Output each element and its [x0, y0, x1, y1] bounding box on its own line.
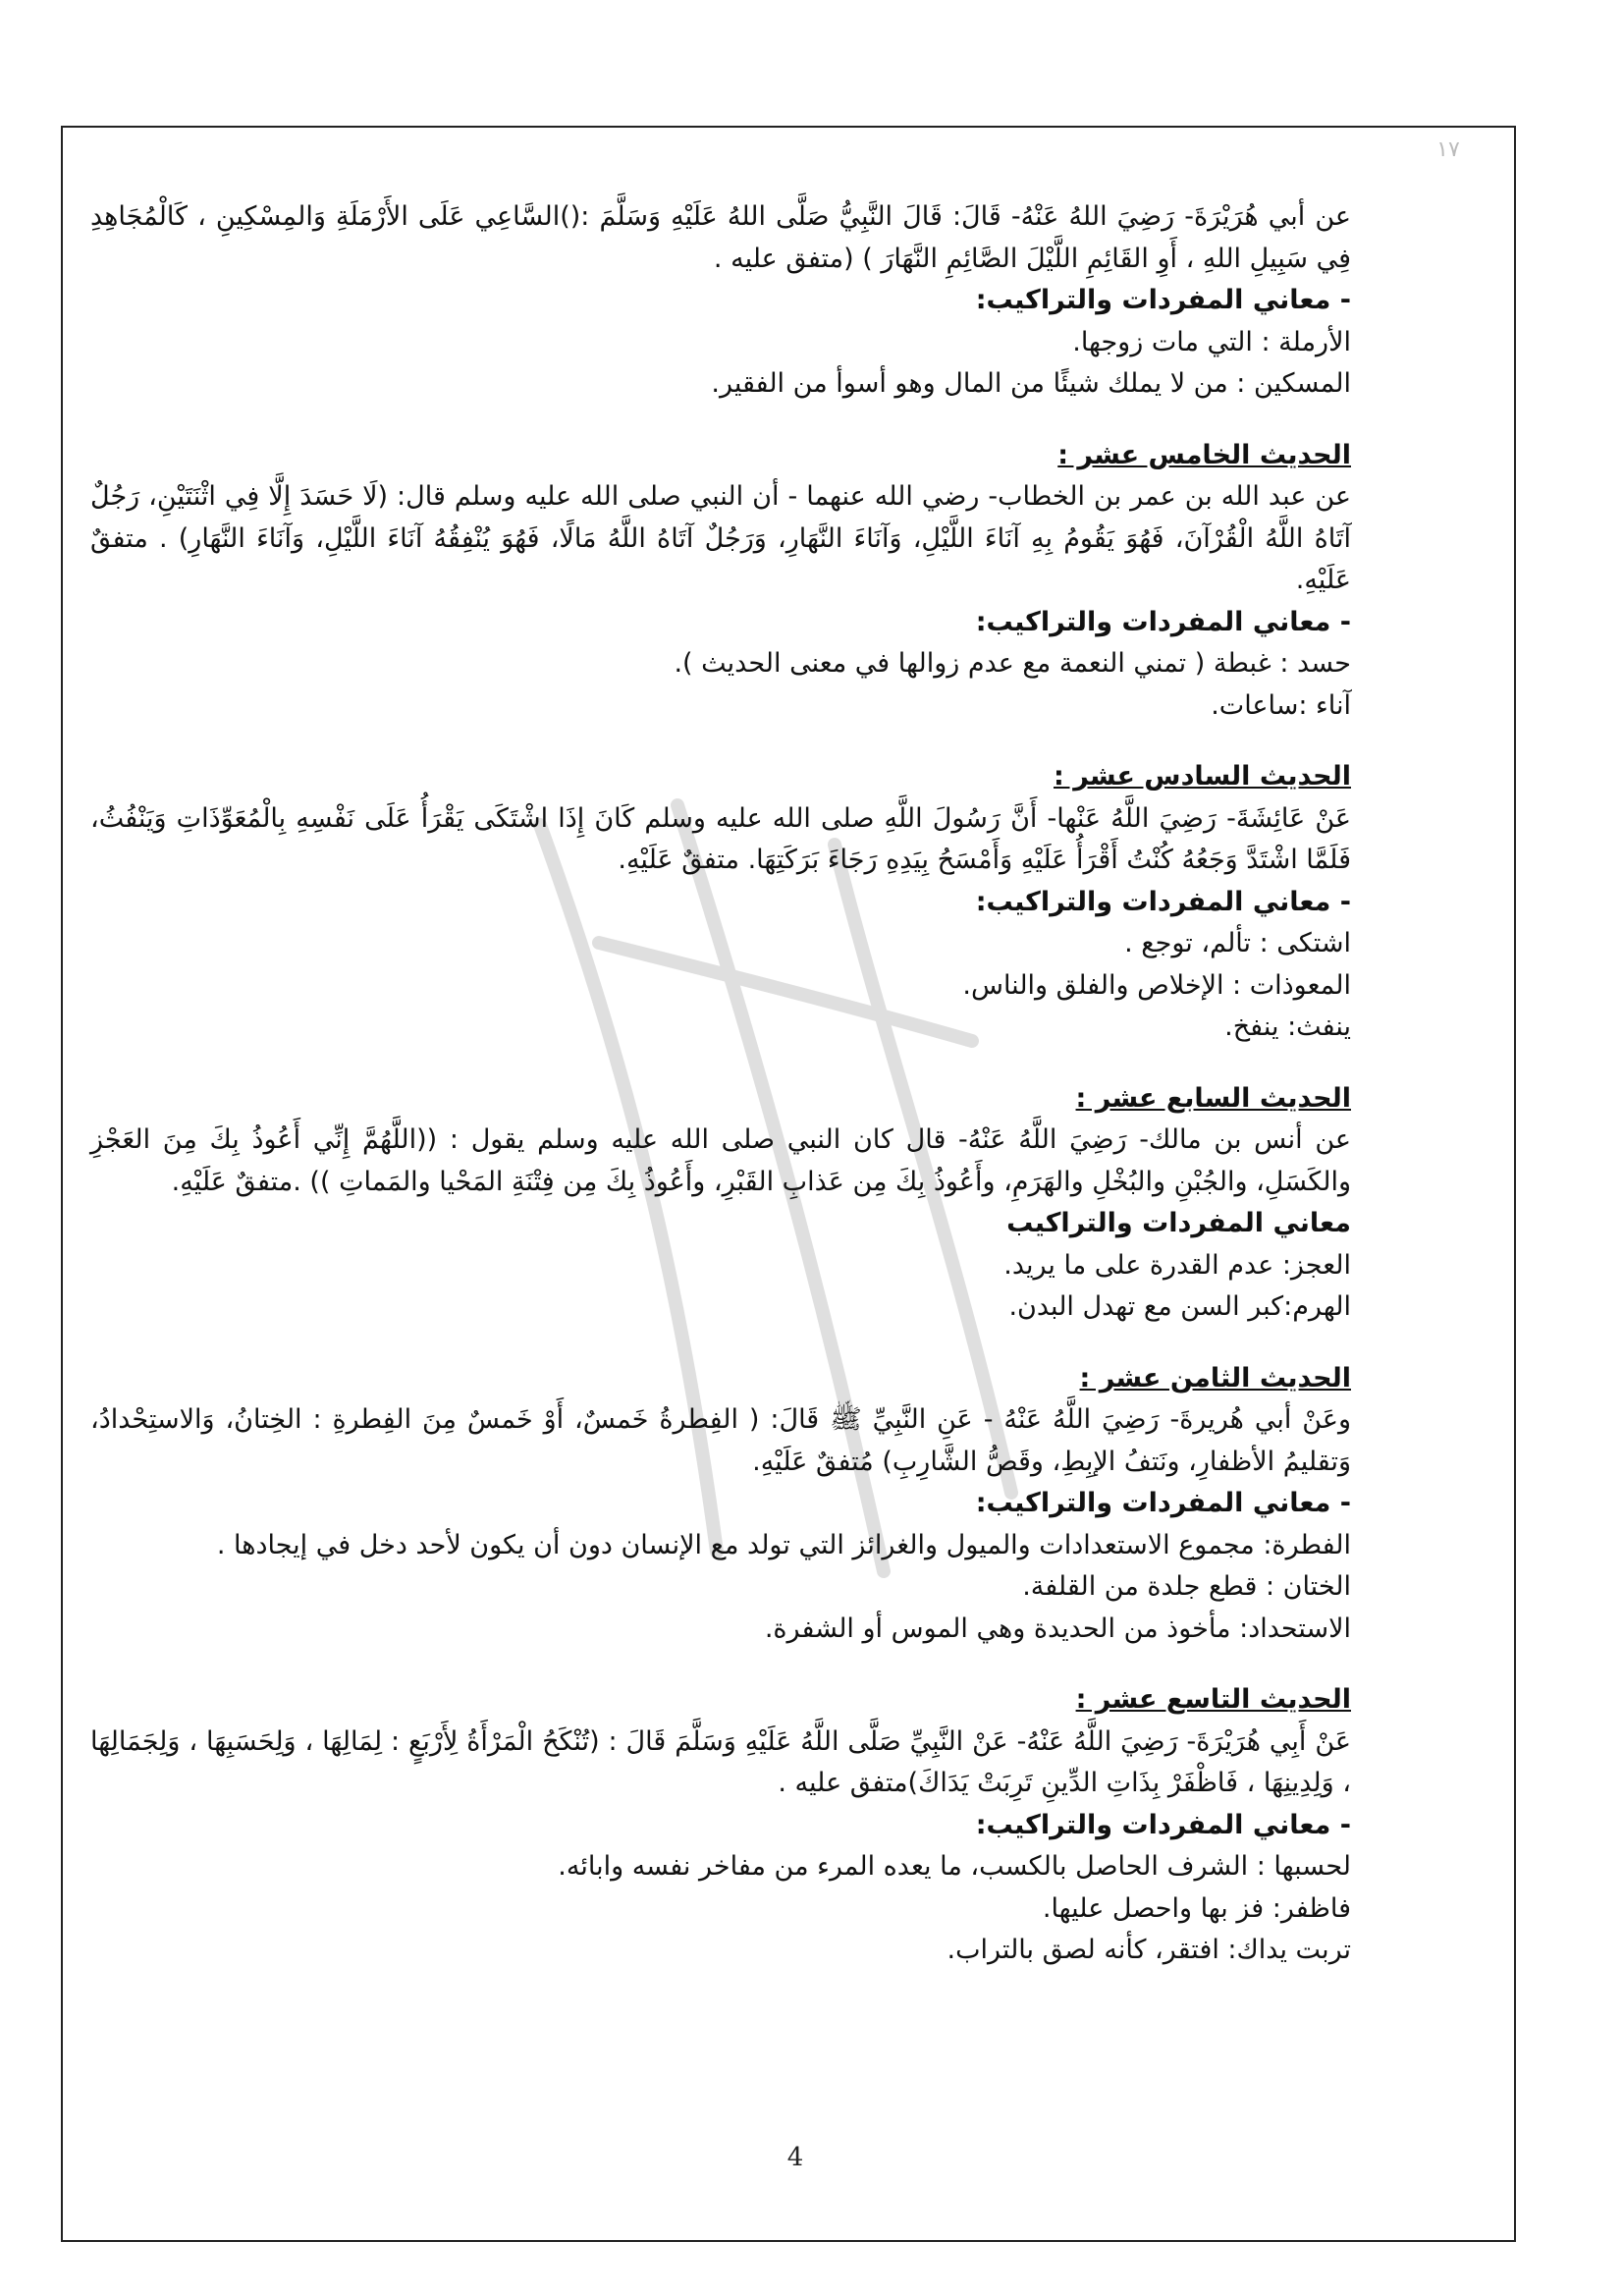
vocab-title: - معاني المفردات والتراكيب:	[975, 886, 1351, 917]
vocab-item: الهرم:كبر السن مع تهدل البدن.	[1008, 1291, 1351, 1322]
vocab-item: الاستحداد: مأخوذ من الحديدة وهي الموس أو الشفرة.	[764, 1613, 1351, 1644]
vocab-item: ينفث: ينفخ.	[1224, 1011, 1351, 1042]
vocab-item: المعوذات : الإخلاص والفلق والناس.	[962, 969, 1351, 1001]
vocab-item: لحسبها : الشرف الحاصل بالكسب، ما يعده المرء من مفاخر نفسه وابائه.	[558, 1851, 1351, 1882]
section-title: الحديث التاسع عشر :	[1075, 1684, 1351, 1715]
vocab-title: - معاني المفردات والتراكيب:	[975, 1488, 1351, 1518]
hadith-section-16	[90, 756, 1351, 1049]
intro-hadith-text: عن أبي هُرَيْرَةَ- رَضِيَ اللهُ عَنْهُ- قَالَ: قَالَ النَّبِيُّ صَلَّى اللهُ عَلَيْهِ وَسَلَّمَ :()السَّاعِي عَلَى الأَرْمَلَةِ وَالمِسْكِينِ ، كَالْمُجَاهِدِ فِي سَبِيلِ اللهِ ، أَوِ القَائِمِ اللَّيْلَ الصَّائِمِ النَّهَارَ ) (متفق عليه .	[90, 201, 1351, 274]
intro-vocab-title: - معاني المفردات والتراكيب:	[975, 285, 1351, 315]
corner-mark: ١٧	[1436, 137, 1460, 162]
hadith-section-18	[90, 1358, 1351, 1651]
vocab-item: الفطرة: مجموع الاستعدادات والميول والغرائز التي تولد مع الإنسان دون أن يكون لأحد دخل في إيجادها .	[216, 1529, 1351, 1560]
vocab-item: اشتكى : تألم، توجع .	[1124, 928, 1351, 958]
document-body	[90, 196, 1351, 1972]
hadith-section-19	[90, 1679, 1351, 1972]
vocab-item: آناء :ساعات.	[1211, 689, 1351, 721]
vocab-item: الختان : قطع جلدة من القلفة.	[1022, 1571, 1351, 1602]
vocab-item: تربت يداك: افتقر، كأنه لصق بالتراب.	[947, 1935, 1351, 1965]
hadith-text: عَنْ أَبِي هُرَيْرَةَ- رَضِيَ اللَّهُ عَنْهُ- عَنْ النَّبِيِّ صَلَّى اللَّهُ عَلَيْهِ وَسَلَّمَ قَالَ : (تُنْكَحُ الْمَرْأَةُ لِأَرْبَعٍ : لِمَالِهَا ، وَلِحَسَبِهَا ، وَلِجَمَالِهَا ، وَلِدِينِهَا ، فَاظْفَرْ بِذَاتِ الدِّينِ تَرِبَتْ يَدَاكَ)متفق عليه .	[90, 1725, 1351, 1798]
vocab-title: - معاني المفردات والتراكيب:	[975, 1809, 1351, 1840]
page-number: 4	[786, 2143, 804, 2172]
vocab-title: معاني المفردات والتراكيب	[1006, 1208, 1351, 1238]
vocab-item: حسد : غبطة ( تمني النعمة مع عدم زوالها في معنى الحديث ).	[674, 648, 1351, 679]
hadith-text: عن أنس بن مالك- رَضِيَ اللَّهُ عَنْهُ- قال كان النبي صلى الله عليه وسلم يقول : ((اللَّهُمَّ إِنِّي أَعُوذُ بِكَ مِنَ العَجْزِ والكَسَلِ، والجُبْنِ والبُخْلِ والهَرَمِ، وأَعُوذُ بِكَ مِن عَذابِ القَبْرِ، وأَعُوذُ بِكَ مِن فِتْنَةِ المَحْيا والمَماتِ )) .متفقٌ عَلَيْهِ.	[90, 1124, 1351, 1197]
vocab-item: الأرملة : التي مات زوجها.	[1072, 326, 1351, 357]
hadith-section-15	[90, 435, 1351, 728]
section-title: الحديث السادس عشر :	[1054, 761, 1351, 792]
vocab-item: فاظفر: فز بها واحصل عليها.	[1042, 1892, 1351, 1924]
hadith-section-17	[90, 1078, 1351, 1329]
hadith-text: عن عبد الله بن عمر بن الخطاب- رضي الله عنهما - أن النبي صلى الله عليه وسلم قال: (لَا حَسَدَ إِلَّا فِي اثْنَتَيْنِ، رَجُلٌ آتَاهُ اللَّهُ الْقُرْآنَ، فَهُوَ يَقُومُ بِهِ آنَاءَ اللَّيْلِ، وَآنَاءَ النَّهَارِ، وَرَجُلٌ آتَاهُ اللَّهُ مَالًا، فَهُوَ يُنْفِقُهُ آنَاءَ اللَّيْلِ، وَآنَاءَ النَّهَارِ) . متفقٌ عَلَيْهِ.	[90, 481, 1351, 595]
section-title: الحديث الخامس عشر :	[1057, 439, 1351, 470]
section-title: الحديث السابع عشر :	[1075, 1082, 1351, 1114]
intro-section	[90, 196, 1351, 406]
vocab-item: العجز: عدم القدرة على ما يريد.	[1003, 1249, 1351, 1281]
vocab-item: المسكين : من لا يملك شيئًا من المال وهو أسوأ من الفقير.	[711, 368, 1351, 399]
hadith-text: عَنْ عَائِشَةَ- رَضِيَ اللَّهُ عَنْها- أَنَّ رَسُولَ اللَّهِ صلى الله عليه وسلم كَانَ إِذَا اشْتَكَى يَقْرَأُ عَلَى نَفْسِهِ بِالْمُعَوِّذَاتِ وَيَنْفُثُ، فَلَمَّا اشْتَدَّ وَجَعُهُ كُنْتُ أَقْرَأُ عَلَيْهِ وَأَمْسَحُ بِيَدِهِ رَجَاءَ بَرَكَتِهَا. متفقٌ عَلَيْهِ.	[90, 802, 1351, 875]
hadith-text: وعَنْ أبي هُريرةَ- رَضِيَ اللَّهُ عَنْهُ - عَنِ النَّبِيِّ ﷺ قَالَ: ( الفِطرةُ خَمسٌ، أَوْ خَمسٌ مِنَ الفِطرةِ : الخِتانُ، وَالاستِحْدادُ، وَتقليمُ الأظفارِ، ونَتفُ الإبِطِ، وقَصُّ الشَّارِبِ) مُتفقٌ عَلَيْهِ.	[90, 1404, 1351, 1477]
section-title: الحديث الثامن عشر :	[1079, 1362, 1351, 1394]
vocab-title: - معاني المفردات والتراكيب:	[975, 606, 1351, 637]
